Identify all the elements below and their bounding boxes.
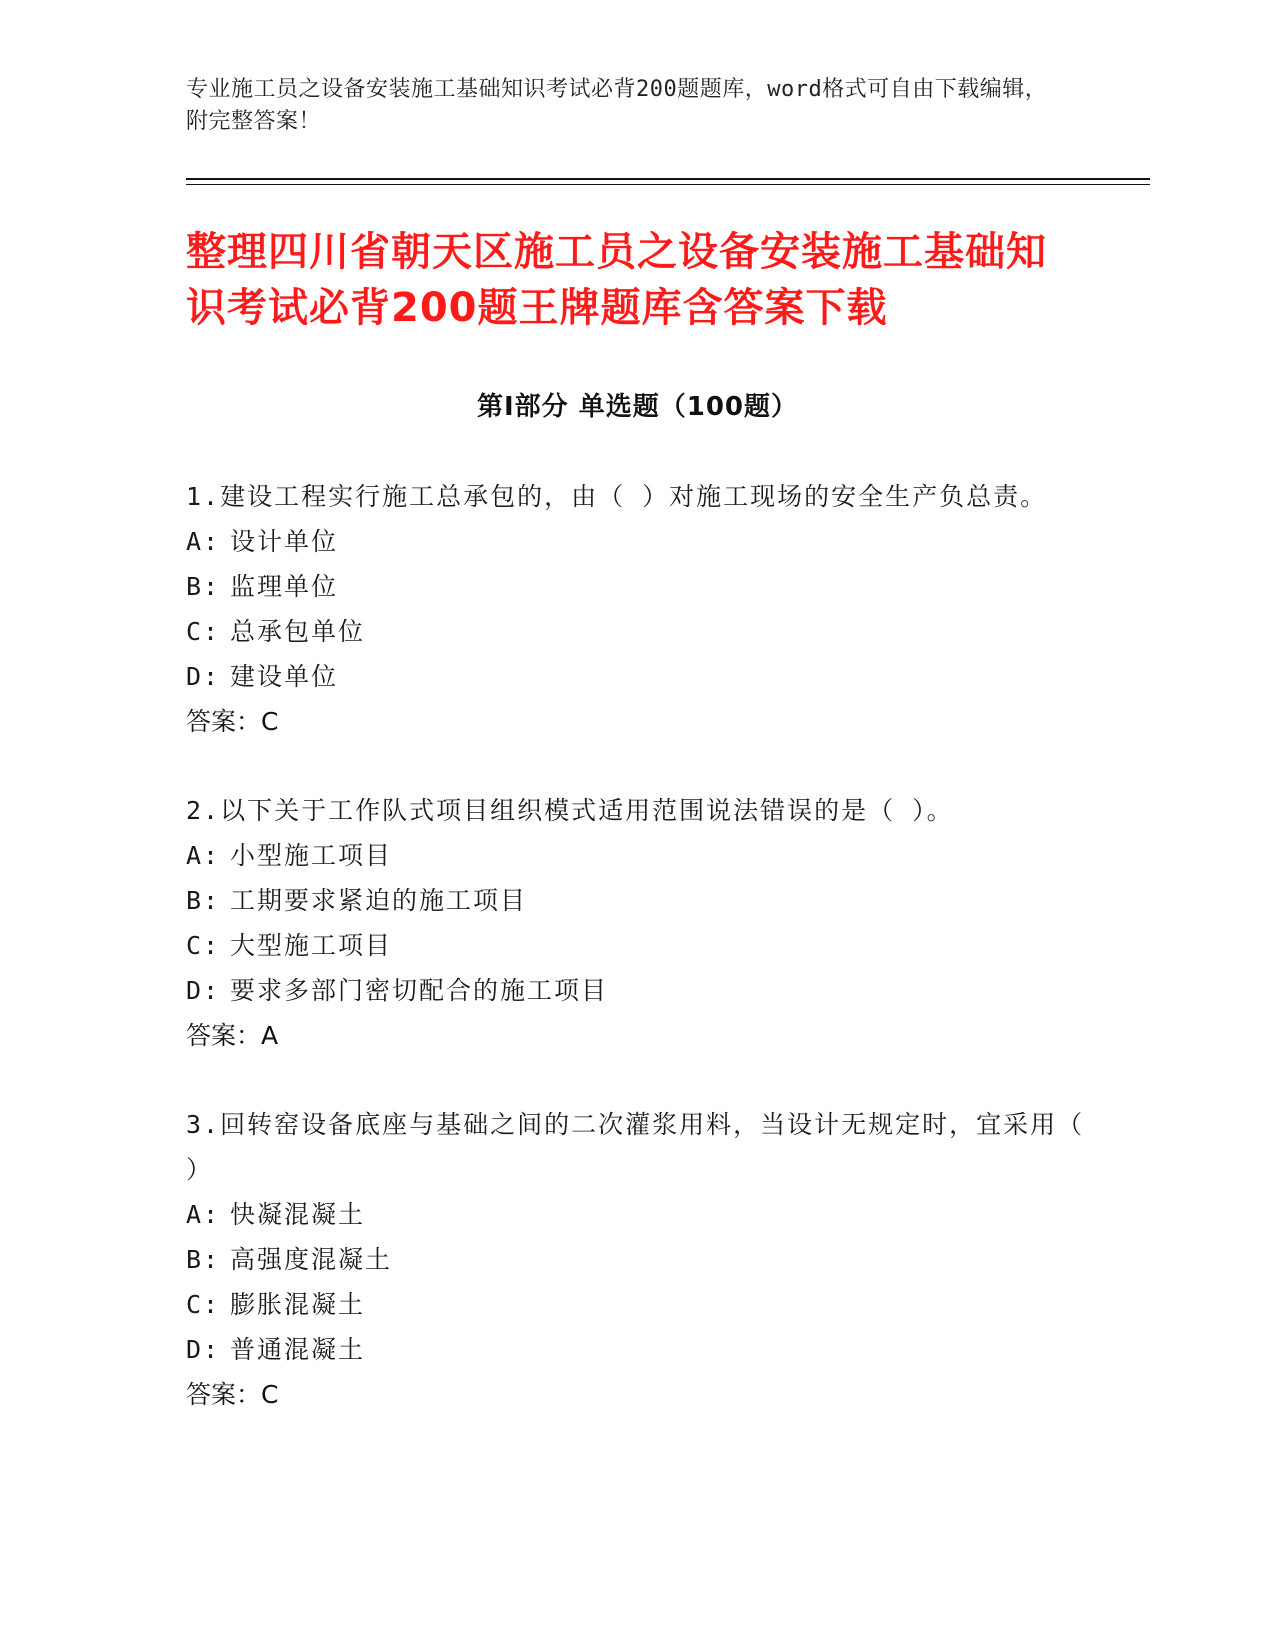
question-1 (186, 474, 1086, 744)
option-text: 监理单位 (230, 572, 339, 601)
option-key: A: (186, 841, 221, 870)
option-key: C: (186, 1290, 221, 1319)
question-3 (186, 1102, 1086, 1417)
option-c (186, 923, 1086, 968)
option-text: 要求多部门密切配合的施工项目 (230, 976, 609, 1005)
option-b (186, 564, 1086, 609)
option-text: 高强度混凝土 (230, 1245, 393, 1274)
header-divider-thick (186, 178, 1150, 180)
option-key: B: (186, 572, 221, 601)
option-text: 普通混凝土 (230, 1335, 366, 1364)
option-a (186, 1192, 1086, 1237)
option-text: 大型施工项目 (230, 931, 393, 960)
option-key: D: (186, 662, 221, 691)
option-key: C: (186, 931, 221, 960)
option-key: A: (186, 1200, 221, 1229)
option-key: D: (186, 1335, 221, 1364)
option-c (186, 1282, 1086, 1327)
option-d (186, 1327, 1086, 1372)
header-note: 专业施工员之设备安装施工基础知识考试必背200题题库，word格式可自由下载编辑，附完整答案！ (186, 77, 1048, 134)
option-c (186, 609, 1086, 654)
option-b (186, 878, 1086, 923)
option-text: 建设单位 (230, 662, 339, 691)
question-list (186, 474, 1086, 1461)
option-text: 快凝混凝土 (230, 1200, 366, 1229)
question-2 (186, 788, 1086, 1058)
option-text: 总承包单位 (230, 617, 366, 646)
option-d (186, 968, 1086, 1013)
question-stem: 3.回转窑设备底座与基础之间的二次灌浆用料，当设计无规定时，宜采用（ ） (186, 1110, 1085, 1184)
option-key: B: (186, 886, 221, 915)
answer: 答案：C (186, 707, 279, 736)
option-key: D: (186, 976, 221, 1005)
question-stem: 2.以下关于工作队式项目组织模式适用范围说法错误的是（ ）。 (186, 796, 954, 825)
option-a (186, 519, 1086, 564)
answer: 答案：C (186, 1380, 279, 1409)
option-text: 工期要求紧迫的施工项目 (230, 886, 528, 915)
option-key: B: (186, 1245, 221, 1274)
option-key: C: (186, 617, 221, 646)
question-stem: 1.建设工程实行施工总承包的，由（ ）对施工现场的安全生产负总责。 (186, 482, 1048, 511)
section-title: 第Ⅰ部分 单选题（100题） (477, 392, 798, 422)
option-d (186, 654, 1086, 699)
answer: 答案：A (186, 1021, 279, 1050)
option-text: 小型施工项目 (230, 841, 393, 870)
option-a (186, 833, 1086, 878)
option-text: 膨胀混凝土 (230, 1290, 366, 1319)
document-title: 整理四川省朝天区施工员之设备安装施工基础知识考试必背200题王牌题库含答案下载 (186, 229, 1047, 331)
option-key: A: (186, 527, 221, 556)
header-divider-thin (186, 184, 1150, 185)
option-text: 设计单位 (230, 527, 339, 556)
option-b (186, 1237, 1086, 1282)
